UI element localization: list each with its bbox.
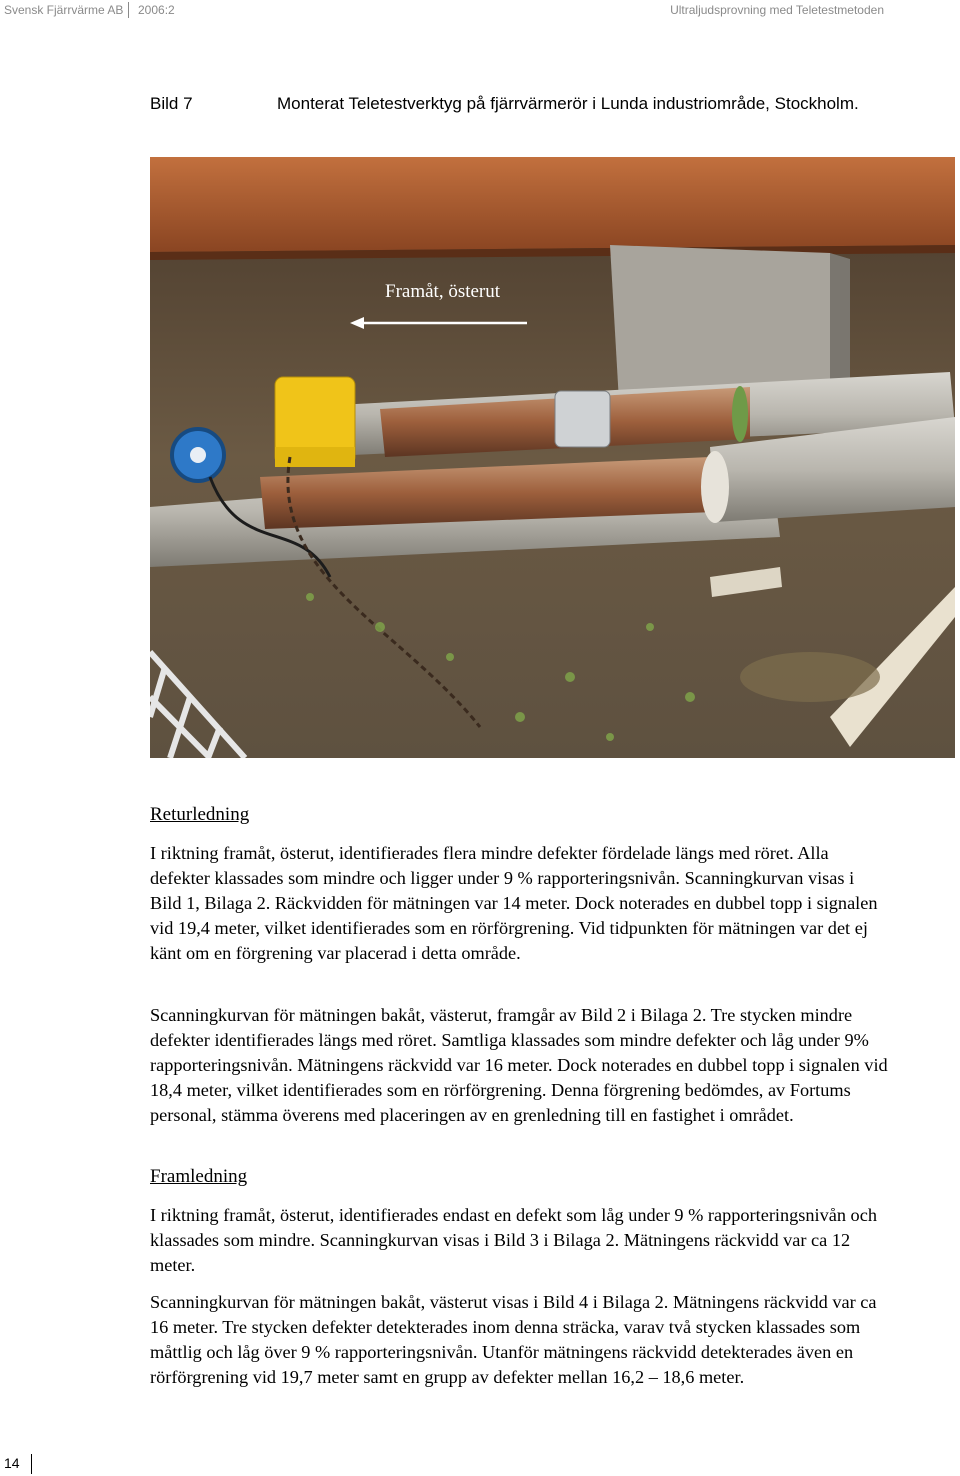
photo-direction-label: Framåt, österut <box>385 281 501 302</box>
header-report-number: 2006:2 <box>138 3 175 17</box>
page-number: 14 <box>4 1455 20 1471</box>
section-heading-framledning: Framledning <box>150 1166 248 1187</box>
paragraph-returledning-backward: Scanningkurvan för mätningen bakåt, västerut, framgår av Bild 2 i Bilaga 2. Tre stycken mindre defekter identifierades längs med röret. Samtliga klassades som mindre defekter och låg under 9% rapporteringsnivån. Mätningens räckvidd var 16 meter. Dock noterades en dubbel topp i signalen vid 18,4 meter, vilket identifierades som en rörförgrening. Denna förgrening bedömdes, av Fortums personal, stämma överens med placeringen av en grenledning till en fastighet i området. <box>150 1005 888 1125</box>
footer-divider <box>31 1454 32 1474</box>
figure-caption-text: Monterat Teletestverktyg på fjärrvärmerör i Lunda industriområde, Stockholm. <box>277 94 859 113</box>
header-company: Svensk Fjärrvärme AB <box>4 3 124 17</box>
site-photo <box>150 157 955 758</box>
figure-label: Bild 7 <box>150 94 193 113</box>
header-divider <box>128 2 129 18</box>
paragraph-framledning-backward: Scanningkurvan för mätningen bakåt, västerut visas i Bild 4 i Bilaga 2. Mätningens räckvidd var ca 16 meter. Tre stycken defekter detekterades inom denna sträcka, varav två stycken klassades som måttlig och låg över 9 % rapporteringsnivån. Utanför mätningens räckvidd detekterades även en rörförgrening vid 19,7 meter samt en grupp av defekter mellan 16,2 – 18,6 meter. <box>150 1292 877 1387</box>
running-header <box>0 0 960 22</box>
header-report-title: Ultraljudsprovning med Teletestmetoden <box>670 3 884 17</box>
paragraph-returledning-forward: I riktning framåt, österut, identifierades flera mindre defekter fördelade längs med röret. Alla defekter klassades som mindre och ligger under 9 % rapporteringsnivån. Scanningkurvan visas i Bild 1, Bilaga 2. Räckvidden för mätningen var 14 meter. Dock noterades en dubbel topp i signalen vid 19,4 meter, vilket identifierades som en rörförgrening. Vid tidpunkten för mätningen var det ej känt om en förgrening var placerad i detta område. <box>150 843 878 963</box>
arrow-left-icon <box>350 316 530 330</box>
section-heading-returledning: Returledning <box>150 804 250 825</box>
paragraph-framledning-forward: I riktning framåt, österut, identifierades endast en defekt som låg under 9 % rapporteringsnivån och klassades som mindre. Scanningkurvan visas i Bild 3 i Bilaga 2. Mätningens räckvidd var ca 12 meter. <box>150 1205 877 1275</box>
site-photo-illustration <box>150 157 955 758</box>
